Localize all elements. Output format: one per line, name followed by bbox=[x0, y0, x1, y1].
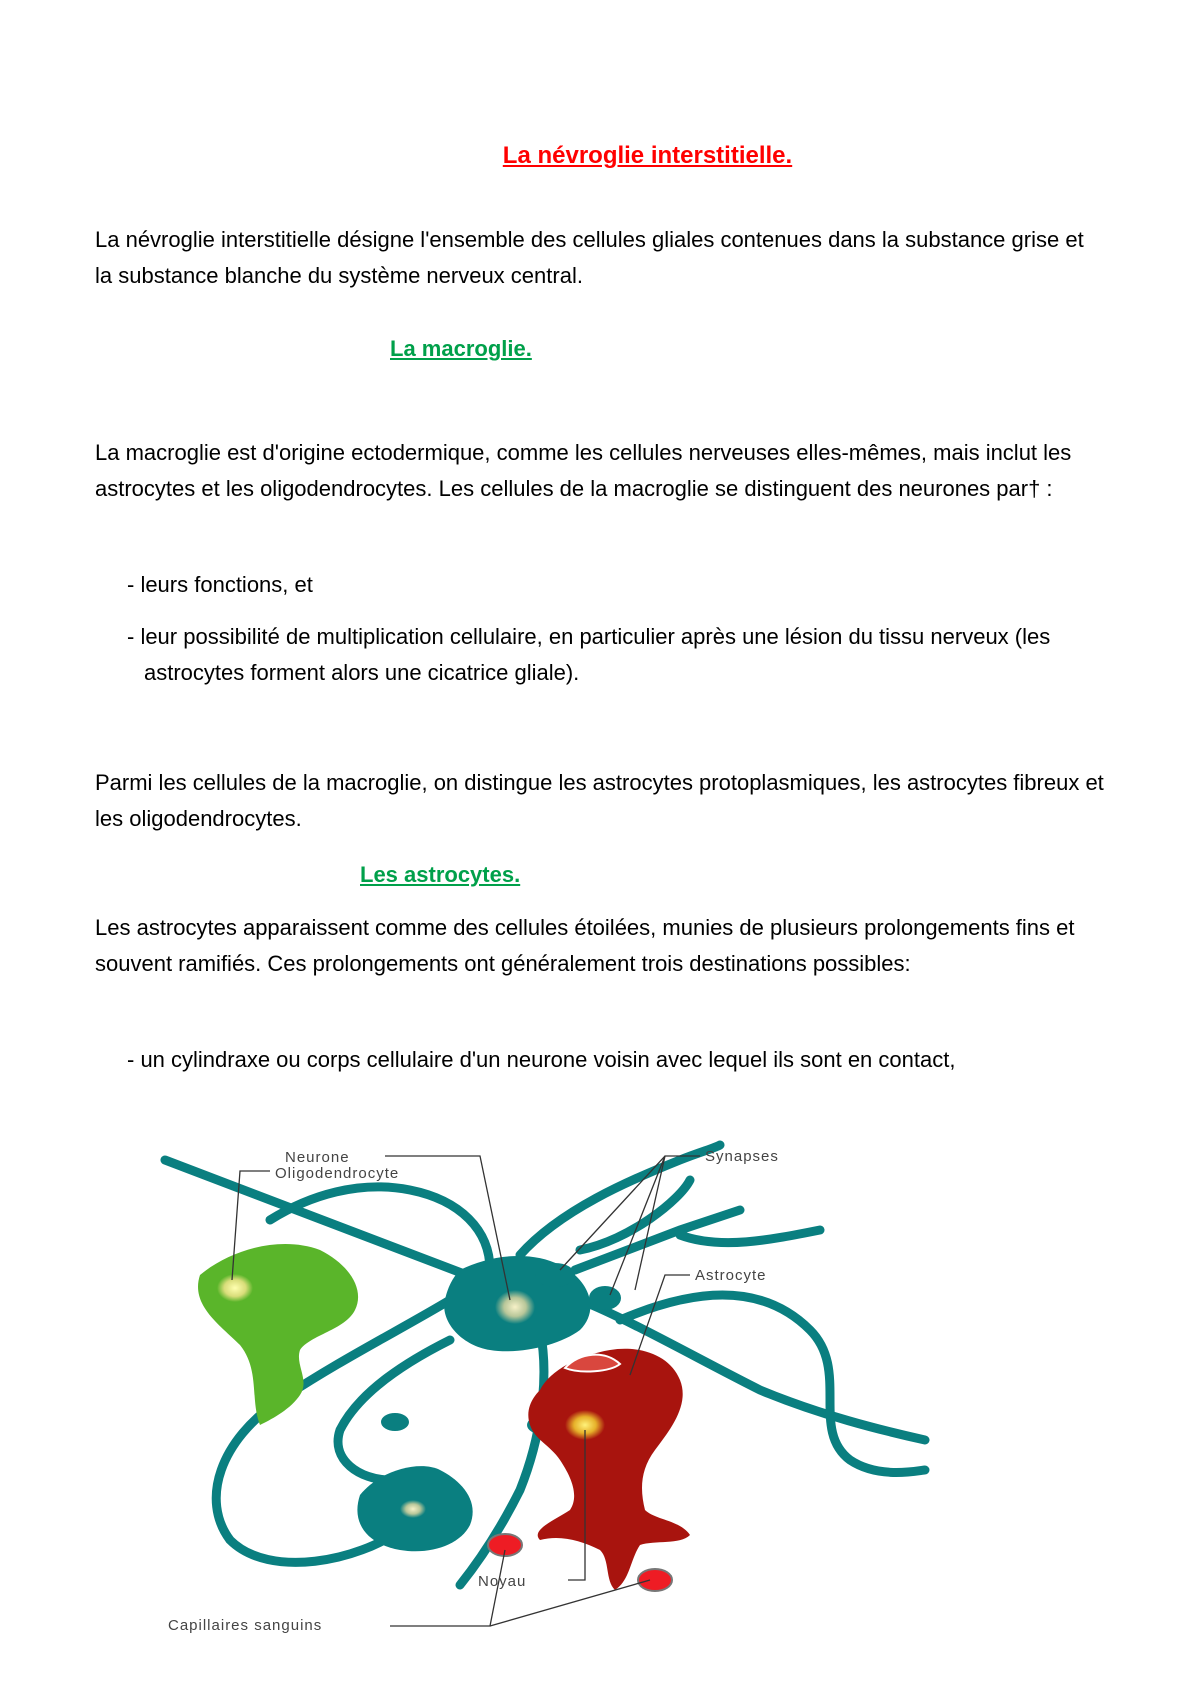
oligodendrocyte-nucleus bbox=[217, 1274, 253, 1302]
neuroglia-diagram bbox=[160, 1140, 930, 1634]
label-neurone: Neurone bbox=[285, 1149, 350, 1166]
list-item: - leurs fonctions, et bbox=[127, 572, 313, 597]
neurone-nucleus bbox=[495, 1290, 535, 1324]
page-title: La névroglie interstitielle. bbox=[502, 142, 793, 169]
astrocyte-endfoot bbox=[565, 1355, 620, 1372]
label-astrocyte: Astrocyte bbox=[695, 1267, 767, 1284]
macroglie-paragraph: La macroglie est d'origine ectodermique, comme les cellules nerveuses elles-mêmes, mais inclut les astrocytes et les oligodendrocytes. Les cellules de la macroglie se distinguent des neurones par† : bbox=[95, 440, 1072, 501]
section-heading-astrocytes: Les astrocytes. bbox=[360, 862, 521, 887]
label-oligodendrocyte: Oligodendrocyte bbox=[275, 1165, 400, 1182]
astrocyte-body bbox=[528, 1349, 690, 1590]
label-capillaires: Capillaires sanguins bbox=[168, 1617, 323, 1634]
label-synapses: Synapses bbox=[705, 1148, 779, 1165]
list-item: - leur possibilité de multiplication cellulaire, en particulier après une lésion du tissu nerveux (les astrocytes forment alors une cicatrice gliale). bbox=[127, 624, 1051, 685]
list-item: - un cylindraxe ou corps cellulaire d'un neurone voisin avec lequel ils sont en contact, bbox=[127, 1047, 956, 1072]
oligodendrocyte-body bbox=[198, 1244, 358, 1425]
neurone-nucleus-2 bbox=[400, 1500, 426, 1518]
macroglie-types-paragraph: Parmi les cellules de la macroglie, on distingue les astrocytes protoplasmiques, les astrocytes fibreux et les oligodendrocytes. bbox=[95, 770, 1104, 831]
neuroglia-svg bbox=[160, 1140, 930, 1634]
intro-paragraph: La névroglie interstitielle désigne l'ensemble des cellules gliales contenues dans la substance grise et la substance blanche du système nerveux central. bbox=[95, 227, 1084, 288]
astrocytes-paragraph: Les astrocytes apparaissent comme des cellules étoilées, munies de plusieurs prolongements fins et souvent ramifiés. Ces prolongements ont généralement trois destinations possibles: bbox=[95, 915, 1075, 976]
label-noyau: Noyau bbox=[478, 1573, 527, 1590]
capillary-2 bbox=[638, 1569, 672, 1591]
section-heading-macroglie: La macroglie. bbox=[390, 336, 532, 361]
